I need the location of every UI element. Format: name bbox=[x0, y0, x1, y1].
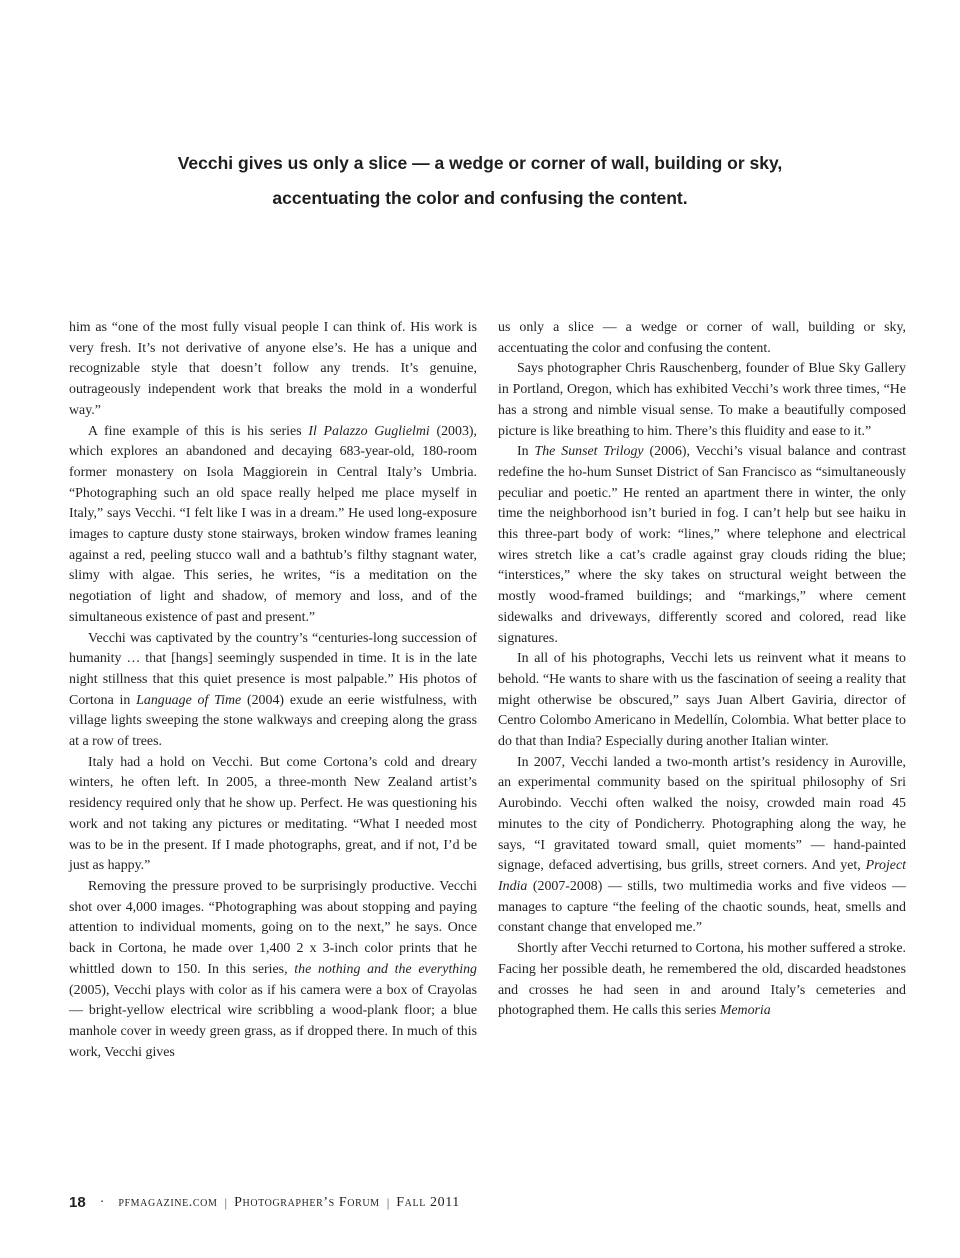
text-run: (2004) exude an eerie wistfulness, with village lights sweeping the stone walkways and creeping along the grass at a row of trees. bbox=[69, 692, 477, 750]
series-title: Language of Time bbox=[136, 692, 242, 708]
text-run: A fine example of this is his series bbox=[88, 423, 309, 439]
series-title: Project India bbox=[498, 858, 906, 894]
paragraph bbox=[498, 753, 906, 939]
paragraph: him as “one of the most fully visual people I can think of. His work is very fresh. It’s not derivative of anyone else’s. He has a unique and recognizable style that doesn’t follow any trends. It’s genuine, outrageously independent work that breaks the mold in a wonderful way.” bbox=[69, 320, 477, 418]
paragraph bbox=[498, 442, 906, 649]
series-title: the nothing and the everything bbox=[294, 961, 477, 977]
paragraph bbox=[69, 422, 477, 629]
paragraph bbox=[69, 877, 477, 1063]
paragraph: In all of his photographs, Vecchi lets us reinvent what it means to behold. “He wants to share with us the fascination of seeing a reality that might otherwise be obscured,” says Juan Albert Gaviria, director of Centro Colombo Americano in Medellín, Colombia. What better place to do that than India? Especially during another Italian winter. bbox=[498, 651, 906, 750]
pull-quote bbox=[80, 146, 880, 216]
text-run: In bbox=[517, 444, 535, 460]
text-run: (2007-2008) — stills, two multimedia works and five videos — manages to capture “the feeling of the chaotic sounds, heat, smells and constant change that enveloped me.” bbox=[498, 878, 906, 936]
text-run: Shortly after Vecchi returned to Cortona, his mother suffered a stroke. Facing her possible death, he remembered the old, discarded headstones and crosses he had seen in and around Italy’s cemeteries and photographed them. He calls this series bbox=[498, 941, 906, 1019]
series-title: Memoria bbox=[719, 1003, 771, 1019]
text-run: (2006), Vecchi’s visual balance and contrast redefine the ho-hum Sunset District of San Francisco as “simultaneously peculiar and poetic.” He rented an apartment there in winter, the only time the neighborhood isn’t buried in fog. I can’t help but see haiku in this three-part body of work: “lines,” where telephone and electrical wires stretch like a cat’s cradle against gray clouds riding the blue; “interstices,” where the sky takes on structural weight between the mostly wood-framed buildings; and “markings,” where cement sidewalks and driveways, differently scored and colored, read like signatures. bbox=[498, 444, 907, 646]
footer-site: pfmagazine.com bbox=[118, 1194, 218, 1210]
paragraph: Italy had a hold on Vecchi. But come Cortona’s cold and dreary winters, he often left. In 2005, a three-month New Zealand artist’s residency required only that he show up. Perfect. He was questioning his work and not taking any pictures or meditating. “What I needed most was to be in the present. If I made photographs, great, and if not, I’d be just as happy.” bbox=[69, 754, 477, 874]
series-title: The Sunset Trilogy bbox=[534, 444, 644, 460]
paragraph: Says photographer Chris Rauschenberg, founder of Blue Sky Gallery in Portland, Oregon, which has exhibited Vecchi’s work three times, “He has a strong and nimble visual sense. To make a beautifully composed picture is like breathing to him. There’s this fluidity and ease to it.” bbox=[498, 361, 906, 439]
footer-bullet: · bbox=[99, 1194, 105, 1210]
pull-quote-line-2: accentuating the color and confusing the content. bbox=[272, 188, 688, 208]
paragraph bbox=[498, 939, 906, 1022]
text-run: (2005), Vecchi plays with color as if his camera were a box of Crayolas — bright-yellow electrical wire scribbling a wood-plank floor; a blue manhole cover in weedy green grass, as if dropped there. In much of this work, Vecchi gives bbox=[69, 982, 477, 1060]
footer-magazine: Photographer’s Forum bbox=[234, 1194, 380, 1210]
text-run: Vecchi was captivated by the country’s “centuries-long succession of humanity … that [hangs] seemingly suspended in time. It is in the late night stillness that this quiet presence is most palpable.” His photos of Cortona in bbox=[69, 630, 477, 708]
text-run: (2003), which explores an abandoned and decaying 683-year-old, 180-room former monastery on Isola Maggiorein in Central Italy’s Umbria. “Photographing such an old space really helped me place myself in Italy,” says Vecchi. “I felt like I was in a dream.” He used long-exposure images to capture dusty stone stairways, broken window frames leaning against a red, peeling stucco wall and a bathtub’s filthy stagnant water, slimy with algae. This series, he writes, “is a meditation on the negotiation of light and shadow, of memory and loss, and of the simultaneous existence of past and present.” bbox=[69, 423, 477, 625]
page-number: 18 bbox=[69, 1194, 86, 1211]
page-footer bbox=[69, 1194, 769, 1211]
series-title: Il Palazzo Guglielmi bbox=[308, 423, 430, 439]
footer-issue: Fall 2011 bbox=[396, 1194, 460, 1210]
text-run: In 2007, Vecchi landed a two-month artist’s residency in Auroville, an experimental community based on the spiritual philosophy of Sri Aurobindo. Vecchi often walked the noisy, crowded main road 45 minutes to the city of Pondicherry. Photographing along the way, he says, “I gravitated toward small, quiet moments” — hand-painted signage, defaced advertising, bus grills, street corners. And yet, bbox=[498, 754, 906, 874]
footer-separator: | bbox=[224, 1194, 228, 1210]
paragraph bbox=[69, 629, 477, 753]
footer-separator: | bbox=[386, 1194, 390, 1210]
right-column bbox=[498, 318, 906, 1022]
left-column bbox=[69, 318, 477, 1063]
text-run: Removing the pressure proved to be surprisingly productive. Vecchi shot over 4,000 images. “Photographing was about stopping and paying attention to individual moments, going on to the next,” he says. Once back in Cortona, he made over 1,400 2 x 3-inch color prints that he whittled down to 150. In this series, bbox=[69, 878, 477, 977]
pull-quote-line-1: Vecchi gives us only a slice — a wedge or corner of wall, building or sky, bbox=[177, 153, 783, 173]
paragraph: us only a slice — a wedge or corner of wall, building or sky, accentuating the color and confusing the content. bbox=[498, 320, 906, 356]
